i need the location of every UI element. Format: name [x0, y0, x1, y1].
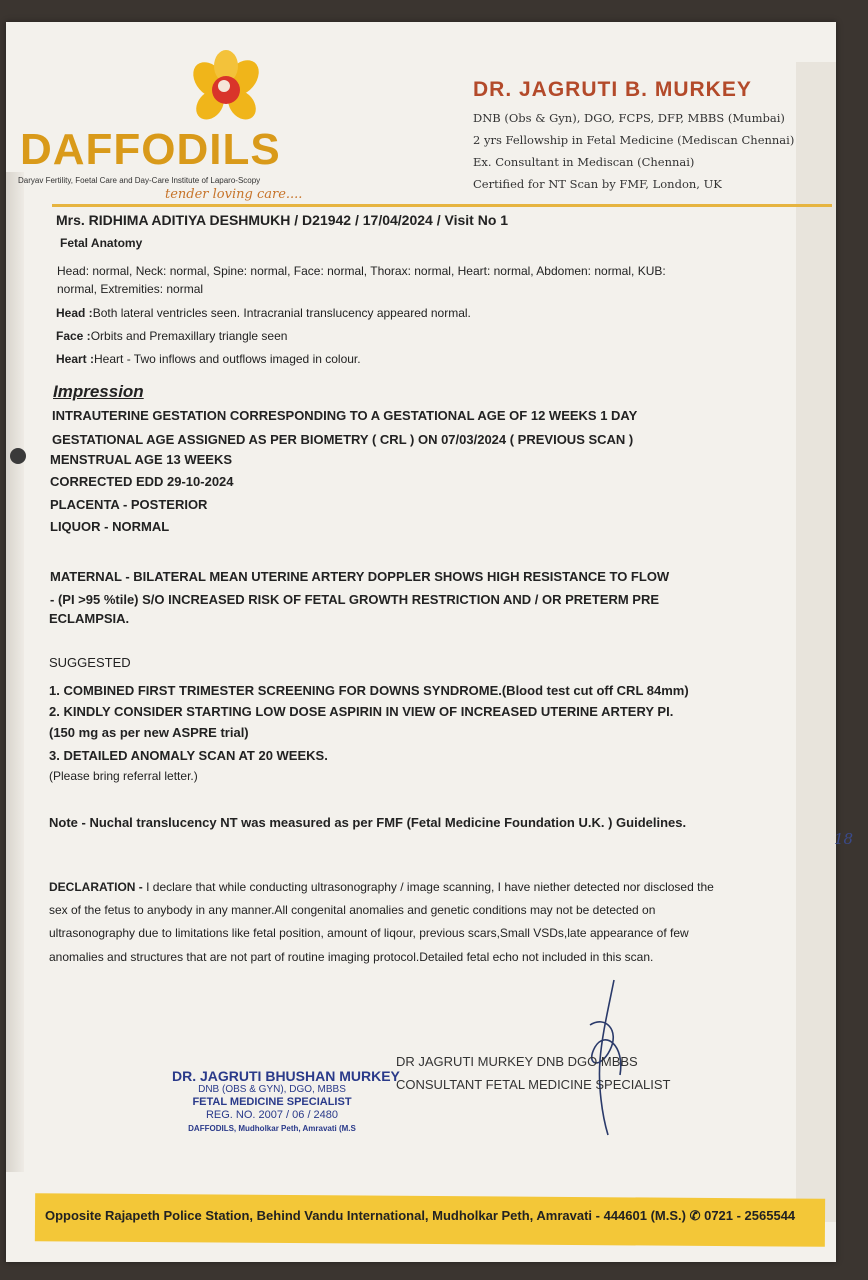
credential-line: Certified for NT Scan by FMF, London, UK	[473, 177, 722, 191]
impression-line: LIQUOR - NORMAL	[50, 519, 170, 534]
suggested-title: SUGGESTED	[49, 655, 131, 670]
anatomy-summary: Head: normal, Neck: normal, Spine: normal, Face: normal, Thorax: normal, Heart: normal, Abdomen: normal, KUB:	[57, 264, 666, 278]
suggested-item: 3. DETAILED ANOMALY SCAN AT 20 WEEKS.	[49, 748, 328, 763]
punch-hole	[10, 448, 26, 464]
credential-line: 2 yrs Fellowship in Fetal Medicine (Mediscan Chennai)	[473, 133, 795, 147]
signatory-name: DR JAGRUTI MURKEY DNB DGO MBBS	[396, 1054, 638, 1069]
suggested-item: (150 mg as per new ASPRE trial)	[49, 725, 249, 740]
suggested-item: 1. COMBINED FIRST TRIMESTER SCREENING FOR DOWNS SYNDROME.(Blood test cut off CRL 84mm)	[49, 683, 689, 698]
tagline: tender loving care....	[165, 187, 303, 202]
suggested-item: 2. KINDLY CONSIDER STARTING LOW DOSE ASPIRIN IN VIEW OF INCREASED UTERINE ARTERY PI.	[49, 704, 674, 719]
maternal-line: - (PI >95 %tile) S/O INCREASED RISK OF FETAL GROWTH RESTRICTION AND / OR PRETERM PRE	[50, 592, 660, 607]
anatomy-title: Fetal Anatomy	[60, 236, 143, 250]
impression-line: PLACENTA - POSTERIOR	[50, 497, 208, 512]
brand-subtitle: Daryav Fertility, Foetal Care and Day-Care Institute of Laparo-Scopy	[18, 176, 261, 185]
stamp-qual: DNB (OBS & GYN), DGO, MBBS	[198, 1084, 346, 1095]
declaration-text: anomalies and structures that are not part of routine imaging protocol.Detailed fetal echo not included in this scan.	[49, 950, 654, 964]
declaration-text: ultrasonography due to limitations like fetal position, amount of liqour, previous scars,Small VSDs,late appearance of few	[49, 926, 689, 940]
stamp-addr: DAFFODILS, Mudholkar Peth, Amravati (M.S	[188, 1124, 356, 1133]
patient-line: Mrs. RIDHIMA ADITIYA DESHMUKH / D21942 / 17/04/2024 / Visit No 1	[56, 212, 509, 228]
impression-line: MENSTRUAL AGE 13 WEEKS	[50, 452, 233, 467]
declaration-text: sex of the fetus to anybody in any manner.All congenital anomalies and genetic conditions may not be detected on	[49, 903, 656, 917]
stamp-reg: REG. NO. 2007 / 06 / 2480	[205, 1109, 339, 1121]
daffodil-logo-icon	[180, 50, 270, 130]
header-divider	[52, 204, 832, 207]
heart-label: Heart :	[56, 352, 95, 366]
impression-line: CORRECTED EDD 29-10-2024	[50, 474, 234, 489]
note-text: Note - Nuchal translucency NT was measured as per FMF (Fetal Medicine Foundation U.K. ) Guidelines.	[49, 815, 687, 830]
stamp-role: FETAL MEDICINE SPECIALIST	[192, 1096, 352, 1108]
declaration-text: I declare that while conducting ultrasonography / image scanning, I have niether detected nor disclosed the	[146, 880, 714, 894]
anatomy-summary: normal, Extremities: normal	[57, 282, 204, 296]
footer-address: Opposite Rajapeth Police Station, Behind Vandu International, Mudholkar Peth, Amravati - 444601 (M.S.) ✆ 0721 - 2565544	[45, 1208, 796, 1223]
binder-edge	[6, 172, 24, 1172]
face-label: Face :	[56, 329, 91, 343]
impression-line: GESTATIONAL AGE ASSIGNED AS PER BIOMETRY ( CRL ) ON 07/03/2024 ( PREVIOUS SCAN )	[52, 432, 634, 447]
signatory-title: CONSULTANT FETAL MEDICINE SPECIALIST	[396, 1077, 671, 1092]
maternal-line: MATERNAL - BILATERAL MEAN UTERINE ARTERY DOPPLER SHOWS HIGH RESISTANCE TO FLOW	[50, 569, 670, 584]
report-page	[6, 22, 836, 1262]
credential-line: Ex. Consultant in Mediscan (Chennai)	[473, 155, 695, 169]
head-text: Both lateral ventricles seen. Intracranial translucency appeared normal.	[92, 306, 471, 320]
heart-text: Heart - Two inflows and outflows imaged in colour.	[94, 352, 361, 366]
impression-title: Impression	[53, 382, 144, 401]
margin-mark: 18	[834, 830, 854, 848]
doctor-stamp	[172, 1068, 400, 1135]
impression-line: INTRAUTERINE GESTATION CORRESPONDING TO A GESTATIONAL AGE OF 12 WEEKS 1 DAY	[52, 408, 638, 423]
suggested-item: (Please bring referral letter.)	[49, 769, 198, 783]
maternal-line: ECLAMPSIA.	[49, 611, 130, 626]
declaration-label: DECLARATION -	[49, 880, 147, 894]
doctor-name: DR. JAGRUTI B. MURKEY	[473, 78, 752, 101]
back-sheet	[796, 62, 836, 1222]
brand-name: DAFFODILS	[20, 125, 281, 174]
credential-line: DNB (Obs & Gyn), DGO, FCPS, DFP, MBBS (Mumbai)	[473, 111, 785, 125]
face-text: Orbits and Premaxillary triangle seen	[90, 329, 288, 343]
stamp-name: DR. JAGRUTI BHUSHAN MURKEY	[172, 1068, 400, 1084]
head-label: Head :	[56, 306, 93, 320]
